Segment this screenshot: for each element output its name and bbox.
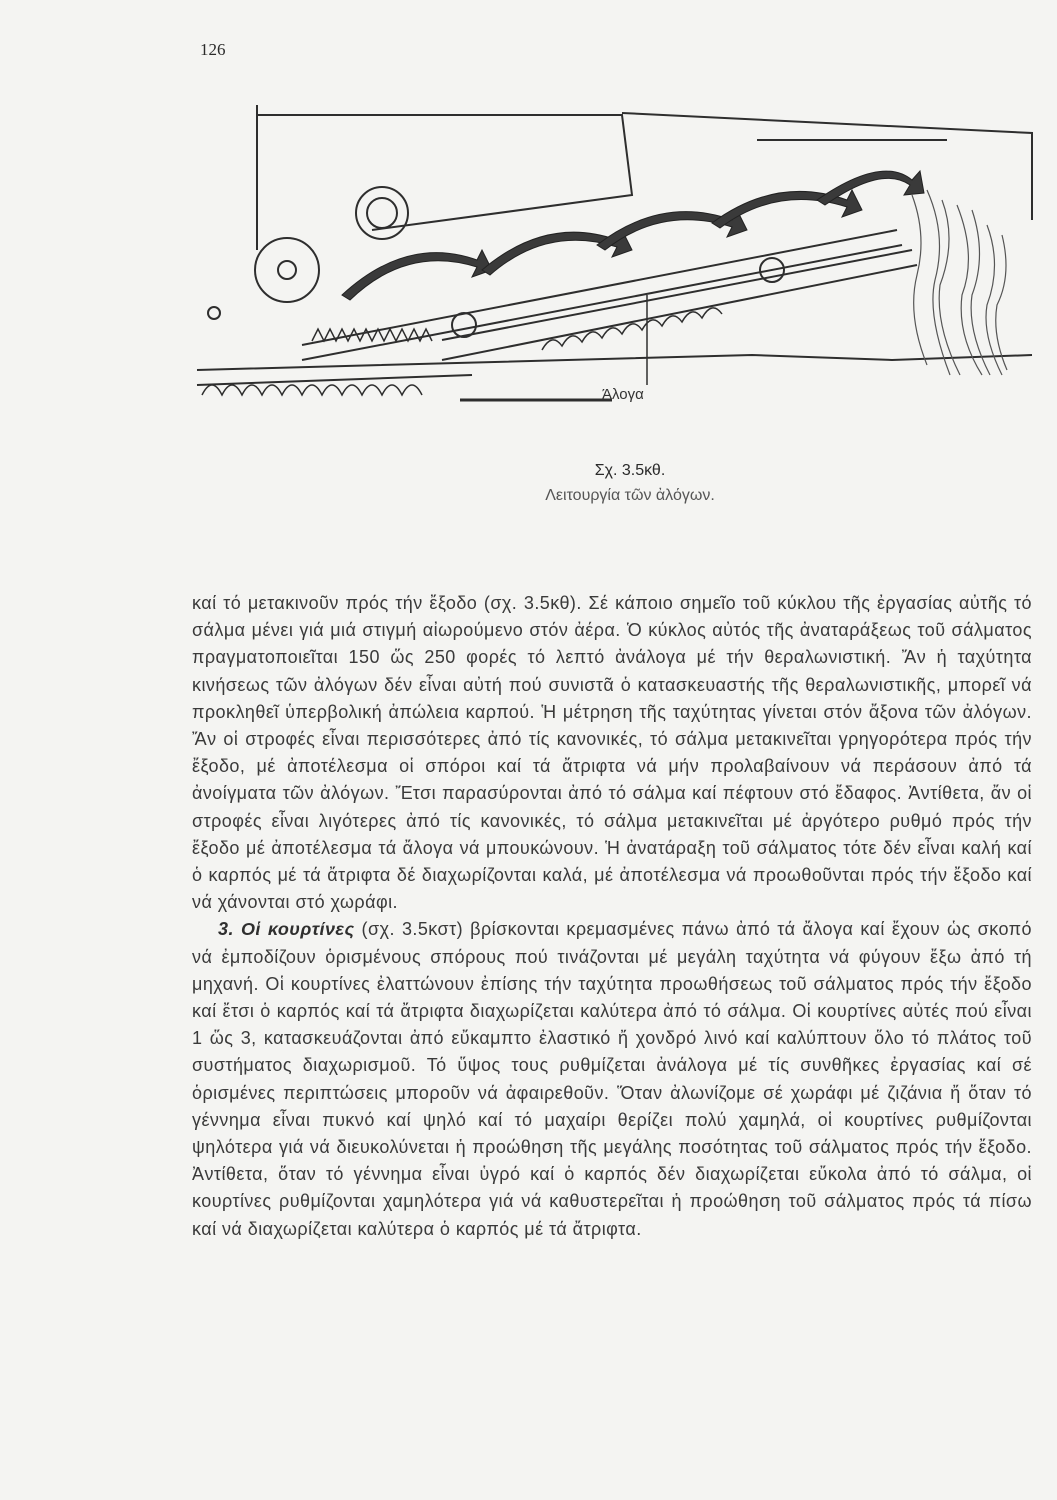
section-heading: 3. Οἱ κουρτίνες: [218, 919, 355, 940]
paragraph-curtains: [192, 916, 1032, 1242]
paragraph-straw-walker-speed: καί τό μετακινοῦν πρός τήν ἔξοδο (σχ. 3.5κθ). Σέ κάποιο σημεῖο τοῦ κύκλου τῆς ἐργασίας αὐτῆς τό σάλμα μένει γιά μιά στιγμή αἰωρούμενο στόν ἀέρα. Ὁ κύκλος αὐτός τῆς ἀναταράξεως τοῦ σάλματος πραγματοποιεῖται 150 ὥς 250 φορές τό λεπτό ἀνάλογα μέ τήν θεραλωνιστική. Ἄν ἡ ταχύτητα κινήσεως τῶν ἀλόγων δέν εἶναι αὐτή πού συνιστᾶ ὁ κατασκευαστής τῆς θεραλωνιστικῆς, μπορεῖ νά προκληθεῖ ὑπερβολική ἀπώλεια καρπού. Ἡ μέτρηση τῆς ταχύτητας γίνεται στόν ἄξονα τῶν ἀλόγων. Ἄν οἱ στροφές εἶναι περισσότερες ἀπό τίς κανονικές, τό σάλμα μετακινεῖται γρηγορότερα πρός τήν ἔξοδο, μέ ἀποτέλεσμα οἱ σπόροι καί τά ἄτριφτα νά μήν προλαβαίνουν νά περάσουν ἀπό τά ἀνοίγματα τῶν ἀλόγων. Ἔτσι παρασύρονται ἀπό τό σάλμα καί πέφτουν στό ἔδαφος. Ἀντίθετα, ἄν οἱ στροφές εἶναι λιγότερες ἀπό τίς κανονικές, τό σάλμα μετακινεῖται μέ ἀργότερο ρυθμό πρός τήν ἔξοδο μέ ἀποτέλεσμα τά ἄλογα νά μπουκώνουν. Ἡ ἀνατάραξη τοῦ σάλματος τότε δέν εἶναι καλή καί ὁ καρπός μέ τά ἄτριφτα δέ διαχωρίζονται καλά, μέ ἀποτέλεσμα νά προωθοῦνται πρός τήν ἔξοδο καί νά χάνονται στό χωράφι.: [192, 593, 1032, 913]
figure-label-alogas: Άλογα: [602, 386, 644, 403]
caption-title: Λειτουργία τῶν ἀλόγων.: [545, 487, 715, 504]
straw-walker-figure: [192, 85, 1042, 435]
straw-walker-illustration: [192, 85, 1042, 435]
body-text: [192, 590, 1032, 1243]
caption-number: Σχ. 3.5κθ.: [594, 462, 666, 479]
page-number: 126: [200, 40, 226, 59]
paragraph-curtains-text: (σχ. 3.5κστ) βρίσκονται κρεμασμένες πάνω ἀπό τά ἄλογα καί ἔχουν ὡς σκοπό νά ἐμποδίζουν ὁρισμένους σπόρους πού τινάζονται μέ μεγάλη ταχύτητα νά φύγουν ἔξω ἀπό τή μηχανή. Οἱ κουρτίνες ἐλαττώνουν ἐπίσης τήν ταχύτητα προωθήσεως τοῦ σάλματος πρός τήν ἔξοδο καί ἔτσι ὁ καρπός καί τά ἄτριφτα διαχωρίζεται καλύτερα ἀπό τό σάλμα. Οἱ κουρτίνες αὐτές πού εἶναι 1 ὥς 3, κατασκευάζονται ἀπό εὔκαμπτο ἐλαστικό ἤ χονδρό λινό καί καλύπτουν ὅλο τό πλάτος τοῦ συστήματος διαχωρισμοῦ. Τό ὕψος τους ρυθμίζεται ἀνάλογα μέ τίς συνθῆκες ἐργασίας καί σέ ὁρισμένες περιπτώσεις μποροῦν νά ἀφαιρεθοῦν. Ὅταν ἀλωνίζομε σέ χωράφι μέ ζιζάνια ἤ ὅταν τό γέννημα εἶναι πυκνό καί ψηλό καί τό μαχαίρι θερίζει πολύ χαμηλά, οἱ κουρτίνες ρυθμίζονται ψηλότερα γιά νά διευκολύνεται ἡ προώθηση τῆς μεγάλης ποσότητας τοῦ σάλματος πρός τήν ἔξοδο. Ἀντίθετα, ὅταν τό γέννημα εἶναι ὑγρό καί ὁ καρπός δέν διαχωρίζεται εὔκολα ἀπό τό σάλμα, οἱ κουρτίνες ρυθμίζονται χαμηλότερα γιά νά καθυστερεῖται ἡ προώθηση τοῦ σάλματος πρός τά πίσω καί νά διαχωρίζεται καλύτερα ὁ καρπός μέ τά ἄτριφτα.: [192, 919, 1032, 1239]
figure-caption: [340, 458, 920, 508]
